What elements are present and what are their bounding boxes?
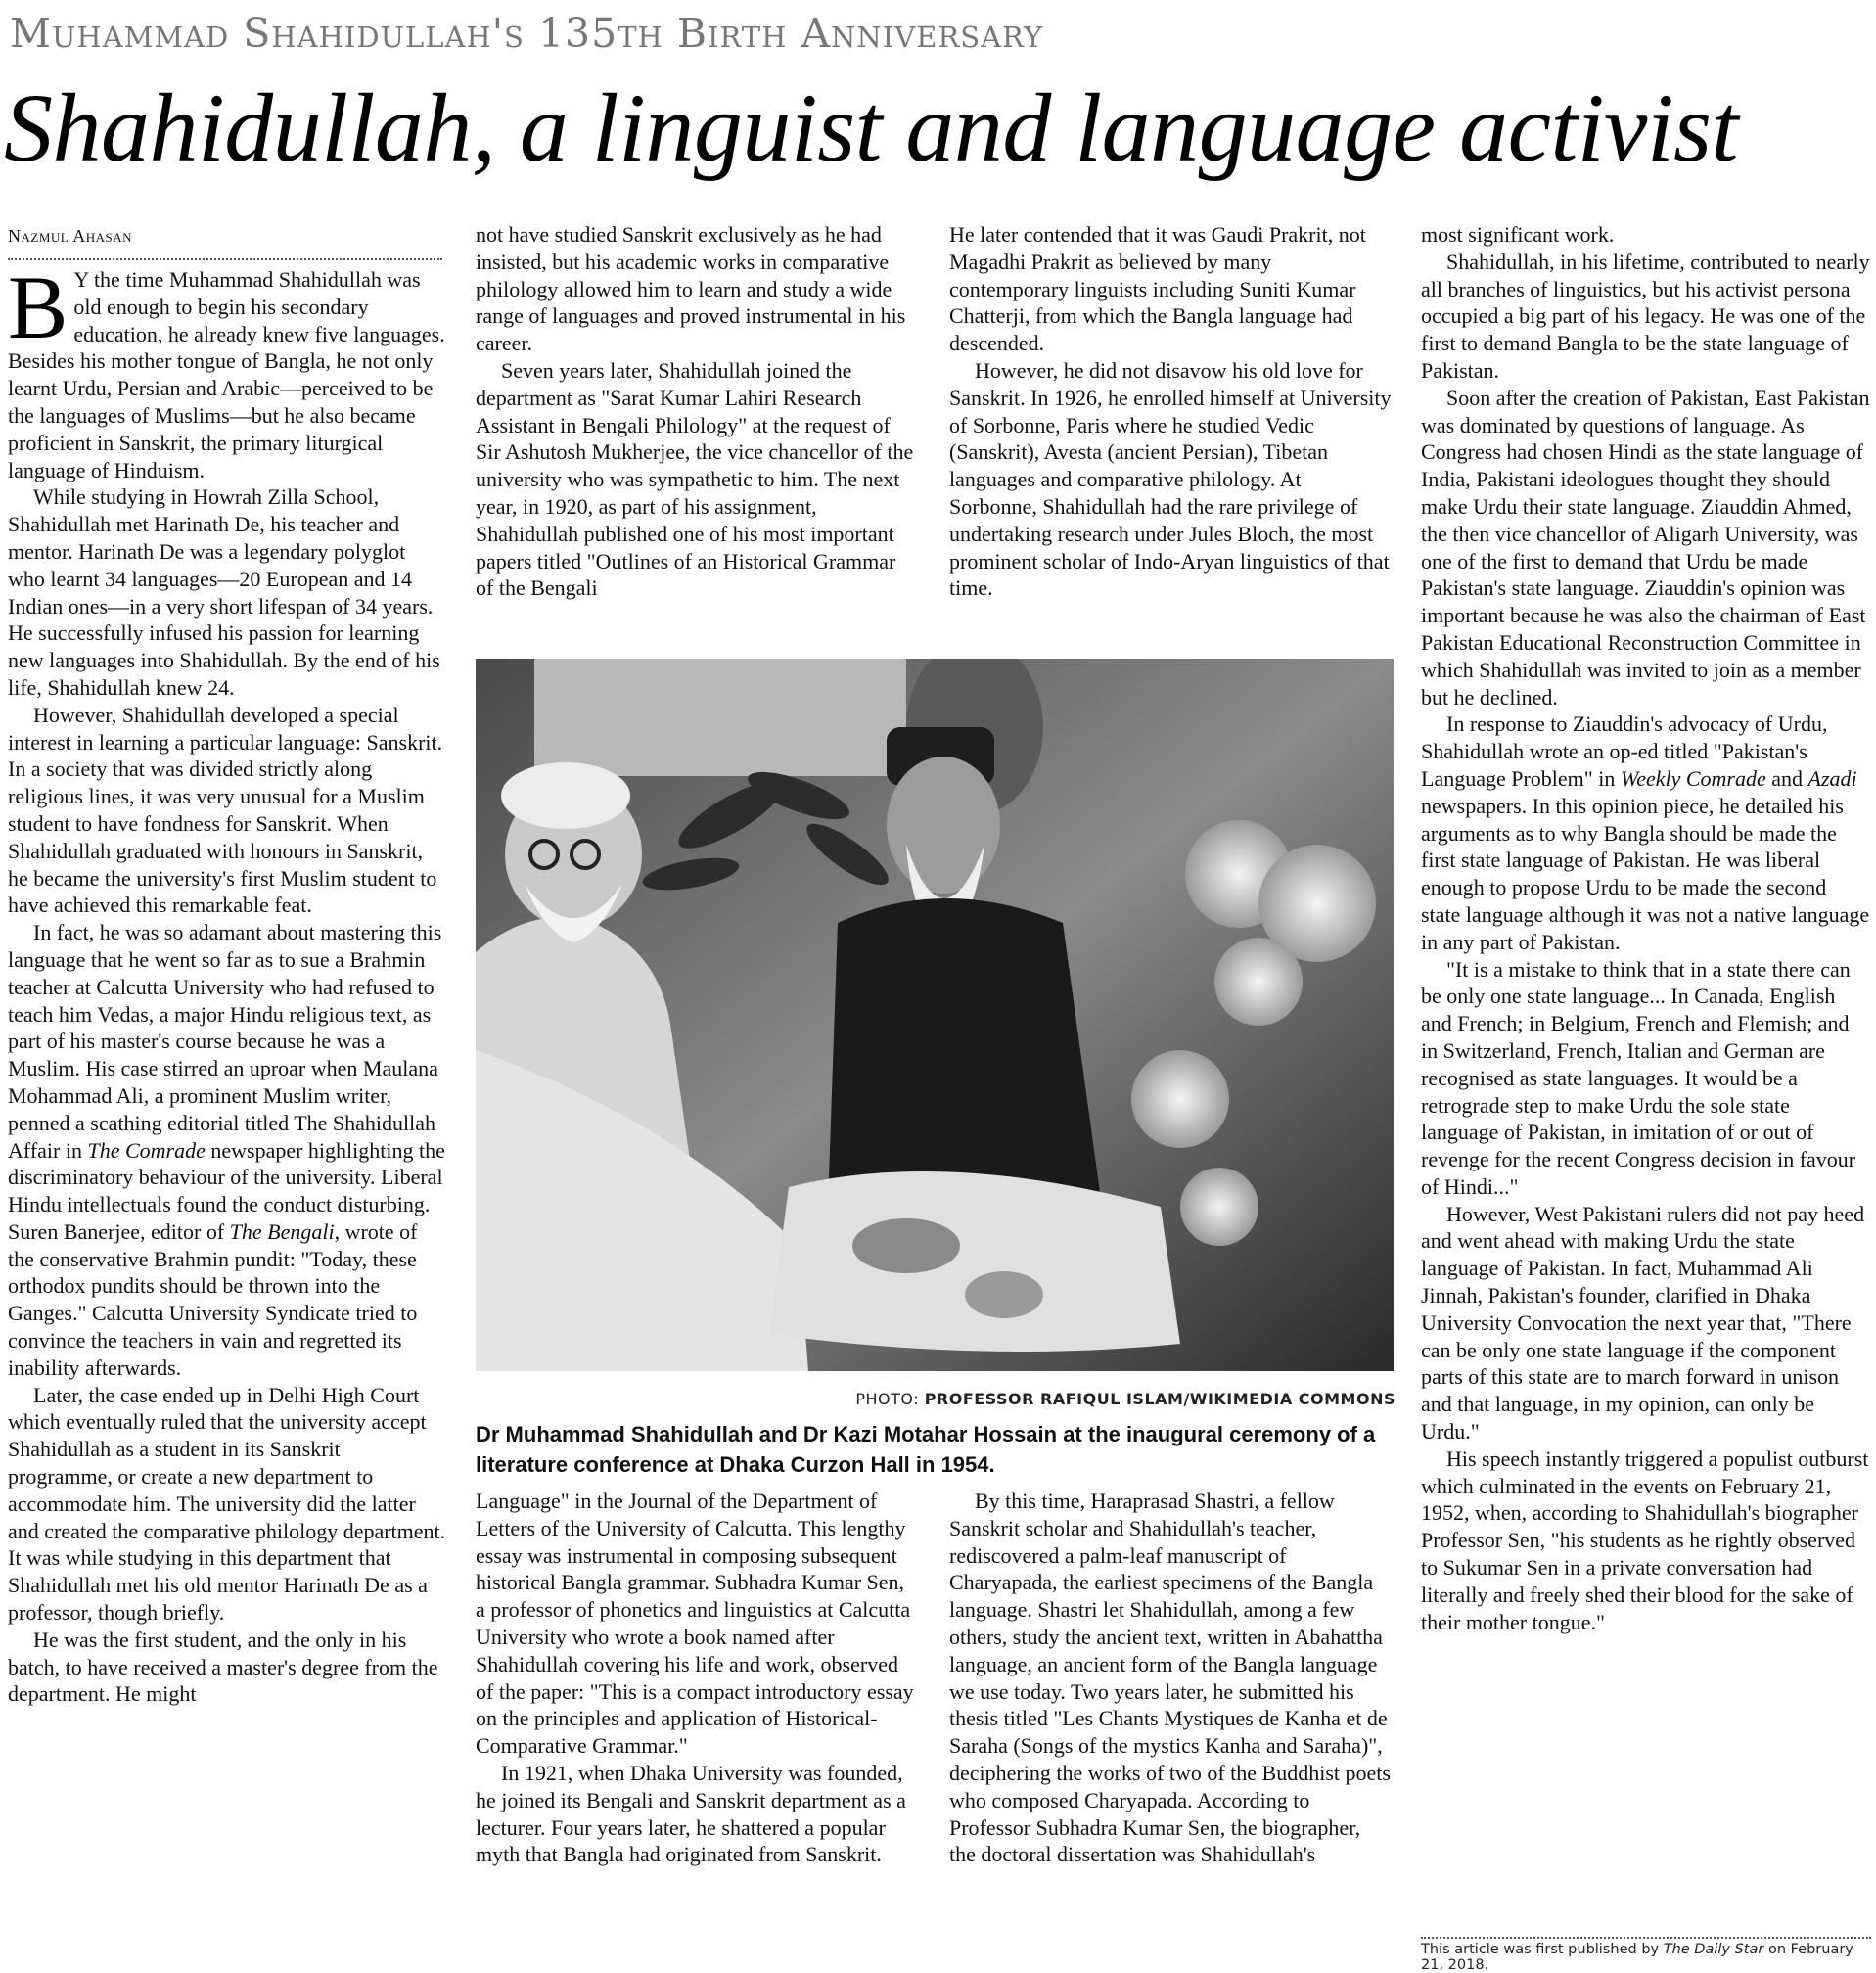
col4-paragraph-1: most significant work. (1421, 222, 1615, 247)
col1-paragraph-4: In fact, he was so adamant about mastering this language that he went so far as to sue a Brahmin teacher at Calcutta University who had refused to teach him Vedas, a major Hindu religious text, as part of his master's course because he was a Muslim. His case stirred an uproar when Maulana Mohammad Ali, a prominent Muslim writer, penned a scathing editorial titled The Shahidullah Affair in The Comrade newspaper highlighting the discriminatory behaviour of the university. Liberal Hindu intellectuals found the conduct disturbing. Suren Banerjee, editor of The Bengali, wrote of the conservative Brahmin pundit: "Today, these orthodox pundits should be thrown into the Ganges." Calcutta University Syndicate tried to convince the teachers in vain and regretted its inability afterwards. (8, 920, 445, 1380)
headline: Shahidullah, a linguist and language activist (4, 73, 1738, 182)
col1-paragraph-1: B Y the time Muhammad Shahidullah was old enough to begin his secondary education, he already knew five languages. Besides his mother tongue of Bangla, he not only learnt Urdu, Persian and Arabic—perceived to be the languages of Muslims—but he also became proficient in Sanskrit, the primary liturgical language of Hinduism. (8, 266, 445, 482)
bengali-title: The Bengali (229, 1218, 335, 1244)
col2-top-paragraph-1: not have studied Sanskrit exclusively as he had insisted, but his academic works in comparative philology allowed him to learn and study a wide range of languages and proved instrumental in his career. (476, 222, 906, 356)
drop-cap: B (8, 266, 69, 357)
col4-paragraph-2: Shahidullah, in his lifetime, contributed to nearly all branches of linguistics, but his activist persona occupied a big part of his legacy. He was one of the first to demand Bangla to be the state language of Pakistan. (1421, 249, 1870, 383)
photo (476, 659, 1394, 1371)
col4-paragraph-6: However, West Pakistani rulers did not pay heed and went ahead with making Urdu the state language of Pakistan. In fact, Muhammad Ali Jinnah, Pakistan's founder, clarified in Dhaka University Convocation the next year that, "There can be only one state language if the component parts of this state are to march forward in unison and that language, in my opinion, can only be Urdu." (1421, 1201, 1865, 1445)
col3-bottom-paragraph-1: By this time, Haraprasad Shastri, a fellow Sanskrit scholar and Shahidullah's teacher, rediscovered a palm-leaf manuscript of Charyapada, the earliest specimens of the Bangla language. Shastri let Shahidullah, among a few others, study the ancient text, written in Abahattha language, an ancient form of the Bangla language we use today. Two years later, he submitted his thesis titled "Les Chants Mystiques de Kanha et de Saraha (Songs of the mystics Kanha and Saraha)", deciphering the works of two of the Buddhist poets who composed Charyapada. According to Professor Subhadra Kumar Sen, the biographer, the doctoral dissertation was Shahidullah's (949, 1489, 1391, 1867)
column-1 (8, 266, 446, 1971)
col1-paragraph-5: Later, the case ended up in Delhi High Court which eventually ruled that the university accept Shahidullah as a student in its Sanskrit programme, or create a new department to accommodate him. The university did the latter and created the comparative philology department. It was while studying in this department that Shahidullah met his old mentor Harinath De as a professor, though briefly. (8, 1382, 446, 1626)
column-2-top (476, 221, 918, 642)
footnote: This article was first published by The Daily Star on February 21, 2018. (1421, 1942, 1853, 1973)
col1-paragraph-2: While studying in Howrah Zilla School, Shahidullah met Harinath De, his teacher and mentor. Harinath De was a legendary polyglot who learnt 34 languages—20 European and 14 Indian ones—in a very short lifespan of 34 years. He successfully infused his passion for learning new languages into Shahidullah. By the end of his life, Shahidullah knew 24. (8, 484, 440, 700)
col3-top-paragraph-2: However, he did not disavow his old love for Sanskrit. In 1926, he enrolled himself at University of Sorbonne, Paris where he studied Vedic (Sanskrit), Avesta (ancient Persian), Tibetan languages and comparative philology. At Sorbonne, Shahidullah had the rare privilege of undertaking research under Jules Bloch, the most prominent scholar of Indo-Aryan linguistics of that time. (949, 357, 1392, 601)
col1-paragraph-6: He was the first student, and the only in his batch, to have received a master's degree from the department. He might (8, 1627, 438, 1707)
azadi-title: Azadi (1807, 765, 1857, 791)
col4-paragraph-5: "It is a mistake to think that in a state there can be only one state language... In Canada, English and French; in Belgium, French and Flemish; and in Switzerland, French, Italian and German are recognised as state languages. It would be a retrograde step to make Urdu the sole state language of Pakistan, in imitation of or out of revenge for the recent Congress decision in favour of Hindi..." (1421, 956, 1856, 1199)
col2-bottom-paragraph-1: Language" in the Journal of the Department of Letters of the University of Calcutta. This lengthy essay was instrumental in composing subsequent historical Bangla grammar. Subhadra Kumar Sen, a professor of phonetics and linguistics at Calcutta University who wrote a book named after Shahidullah covering his life and work, observed of the paper: "This is a compact introductory essay on the principles and application of Historical-Comparative Grammar." (476, 1489, 914, 1759)
photo-credit: PHOTO: PROFESSOR RAFIQUL ISLAM/WIKIMEDIA COMMONS (855, 1390, 1396, 1408)
footnote-divider (1421, 1937, 1871, 1939)
col2-top-paragraph-2: Seven years later, Shahidullah joined the department as "Sarat Kumar Lahiri Research Assistant in Bengali Philology" at the request of Sir Ashutosh Mukherjee, the vice chancellor of the university who was sympathetic to him. The next year, in 1920, as part of his assignment, Shahidullah published one of his most important papers titled "Outlines of an Historical Grammar of the Bengali (476, 357, 914, 601)
col2-bottom-paragraph-2: In 1921, when Dhaka University was founded, he joined its Bengali and Sanskrit department as a lecturer. Four years later, he shattered a popular myth that Bangla had originated from Sanskrit. (476, 1760, 906, 1867)
col4-paragraph-4: In response to Ziauddin's advocacy of Urdu, Shahidullah wrote an op-ed titled "Pakistan's Language Problem" in Weekly Comrade and Azadi newspapers. In this opinion piece, he detailed his arguments as to why Bangla should be made the first state language of Pakistan. He was liberal enough to propose Urdu to be made the second state language although it was not a native language in any part of Pakistan. (1421, 711, 1870, 954)
daily-star-title: The Daily Star (1663, 1942, 1764, 1957)
column-2-bottom (476, 1488, 918, 1971)
byline: Nazmul Ahasan (8, 223, 442, 260)
col4-paragraph-3: Soon after the creation of Pakistan, East Pakistan was dominated by questions of language. As Congress had chosen Hindi as the state language of India, Pakistani ideologues thought they should make Urdu their state language. Ziauddin Ahmed, the then vice chancellor of Aligarh University, was one of the first to demand that Urdu be made Pakistan's state language. Ziauddin's opinion was important because he was also the chairman of East Pakistan Educational Reconstruction Committee in which Shahidullah was invited to join as a member but he declined. (1421, 385, 1870, 710)
kicker: Muhammad Shahidullah's 135th Birth Anniversary (10, 10, 1044, 57)
col4-paragraph-7: His speech instantly triggered a populist outburst which culminated in the events on February 21, 1952, when, according to Shahidullah's biographer Professor Sen, "his students as he rightly observed to Sukumar Sen in a private conversation had literally and freely shed their blood for the sake of their mother tongue." (1421, 1445, 1869, 1634)
weekly-comrade-title: Weekly Comrade (1620, 765, 1766, 791)
comrade-title: The Comrade (87, 1137, 206, 1163)
col3-top-paragraph-1: He later contended that it was Gaudi Prakrit, not Magadhi Prakrit as believed by many contemporary linguists including Suniti Kumar Chatterji, from which the Bangla language had descended. (949, 222, 1366, 356)
column-3-top (949, 221, 1392, 642)
col1-paragraph-3: However, Shahidullah developed a special interest in learning a particular language: Sanskrit. In a society that was divided strictly along religious lines, it was very unusual for a Muslim student to have fondness for Sanskrit. When Shahidullah graduated with honours in Sanskrit, he became the university's first Muslim student to have achieved this remarkable feat. (8, 702, 443, 918)
column-4 (1421, 221, 1871, 1934)
photo-image (476, 659, 1394, 1371)
photo-caption: Dr Muhammad Shahidullah and Dr Kazi Motahar Hossain at the inaugural ceremony of a literature conference at Dhaka Curzon Hall in 1954. (476, 1422, 1376, 1477)
column-3-bottom (949, 1488, 1392, 1971)
